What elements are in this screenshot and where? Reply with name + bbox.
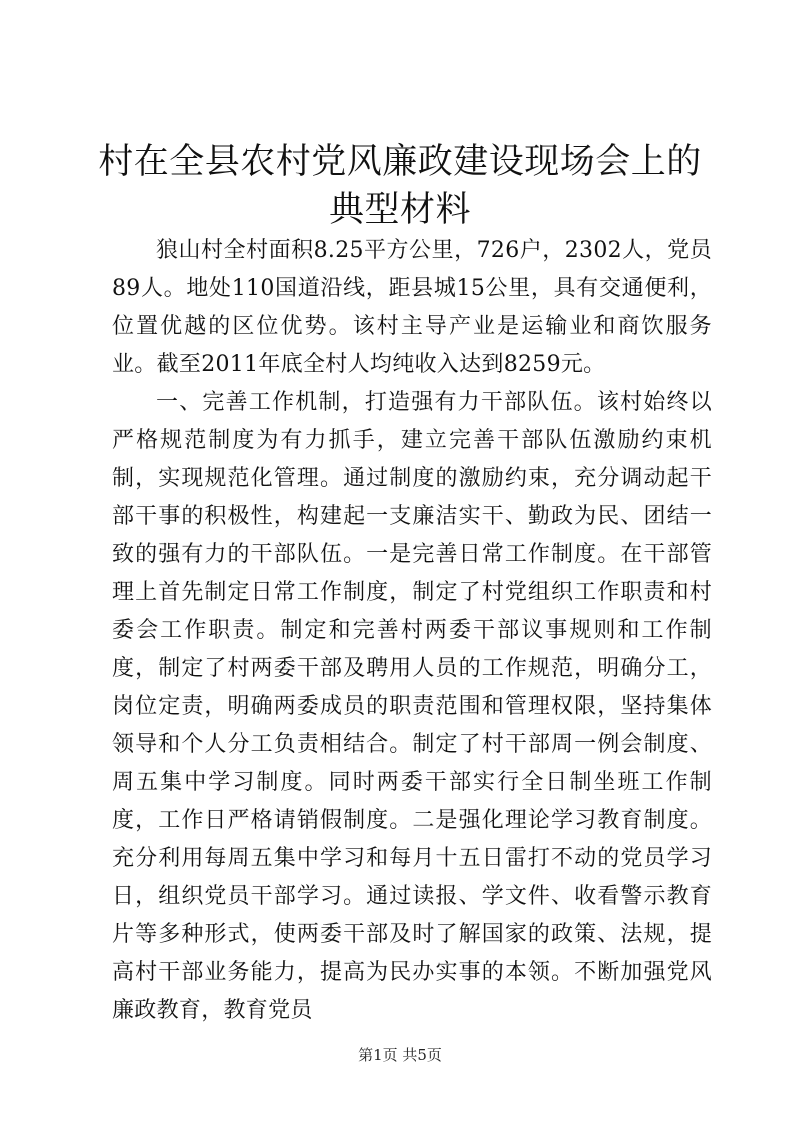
document-title: 村在全县农村党风廉政建设现场会上的典型材料 [98, 142, 702, 230]
paragraph-intro: 狼山村全村面积8.25平方公里，726户，2302人，党员89人。地处110国道沿线，距县城15公里，具有交通便利，位置优越的区位优势。该村主导产业是运输业和商饮服务业。截至2011年底全村人均纯收入达到8259元。 [112, 238, 712, 377]
page-footer: 第1页 共5页 [358, 1046, 442, 1064]
paragraph-section-one: 一、完善工作机制，打造强有力干部队伍。该村始终以严格规范制度为有力抓手，建立完善干部队伍激励约束机制，实现规范化管理。通过制度的激励约束，充分调动起干部干事的积极性，构建起一支廉洁实干、勤政为民、团结一致的强有力的干部队伍。一是完善日常工作制度。在干部管理上首先制定日常工作制度，制定了村党组织工作职责和村委会工作职责。制定和完善村两委干部议事规则和工作制度，制定了村两委干部及聘用人员的工作规范，明确分工，岗位定责，明确两委成员的职责范围和管理权限，坚持集体领导和个人分工负责相结合。制定了村干部周一例会制度、周五集中学习制度。同时两委干部实行全日制坐班工作制度，工作日严格请销假制度。二是强化理论学习教育制度。充分利用每周五集中学习和每月十五日雷打不动的党员学习日，组织党员干部学习。通过读报、学文件、收看警示教育片等多种形式，使两委干部及时了解国家的政策、法规，提高村干部业务能力，提高为民办实事的本领。不断加强党风廉政教育，教育党员 [112, 390, 712, 1023]
document-body [112, 232, 712, 1030]
